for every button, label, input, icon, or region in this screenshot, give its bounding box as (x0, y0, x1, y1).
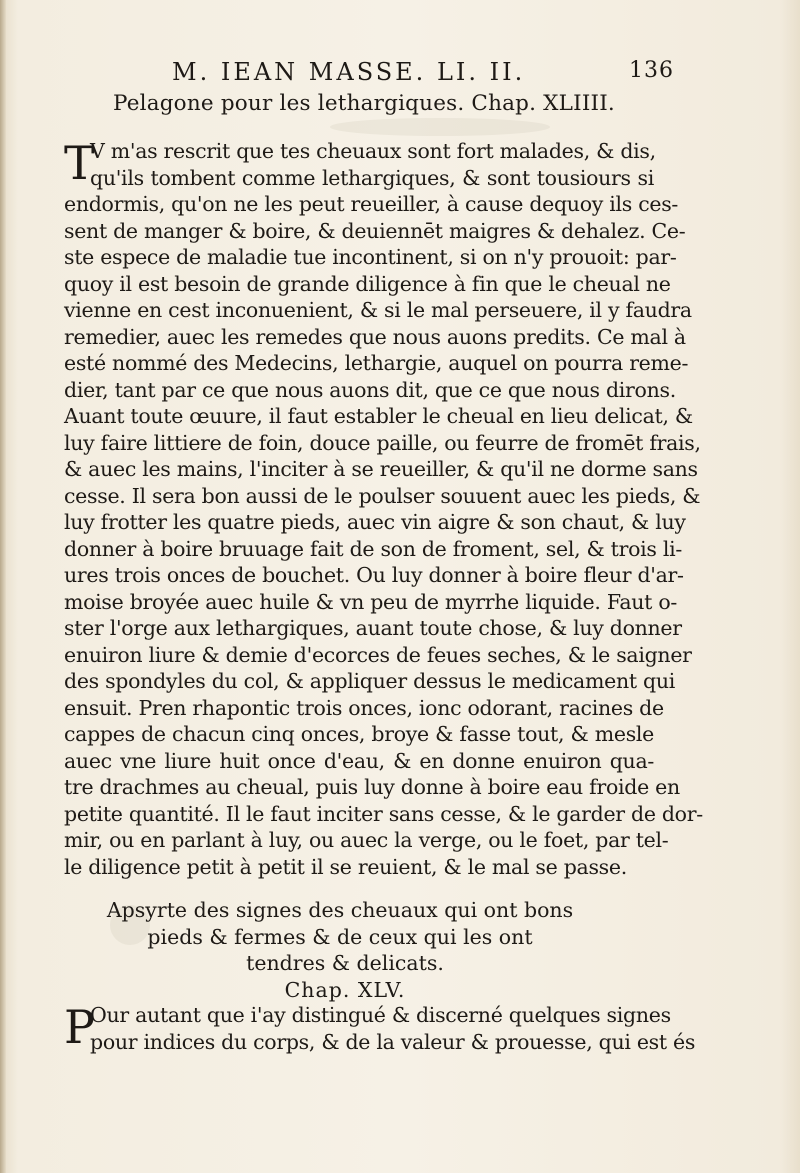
text-line: sent de manger & boire, & deuiennēt maigres & dehalez. Ce- (64, 218, 686, 243)
text-line: remedier, auec les remedes que nous auons predits. Ce mal à (64, 324, 686, 349)
running-head-title: M. IEAN MASSE. LI. II. (172, 58, 526, 86)
text-line: le diligence petit à petit il se reuient, & le mal se passe. (64, 854, 627, 879)
text-line: quoy il est besoin de grande diligence à fin que le cheual ne (64, 271, 671, 296)
text-line: des spondyles du col, & appliquer dessus le medicament qui (64, 669, 675, 693)
text-line: ensuit. Pren rhapontic trois onces, ionc odorant, racines de (64, 695, 664, 720)
section-body (64, 1000, 696, 1055)
text-line: esté nommé des Medecins, lethargie, auquel on pourra reme- (64, 351, 689, 375)
text-line: luy frotter les quatre pieds, auec vin aigre & son chaut, & luy (64, 510, 686, 534)
text-line: Auant toute œuure, il faut establer le cheual en lieu delicat, & (64, 404, 693, 428)
text-line: vienne en cest inconuenient, & si le mal perseuere, il y faudra (64, 298, 692, 322)
section-heading (0, 897, 800, 1003)
section-heading-line: tendres & delicats. (246, 951, 444, 975)
text-line: ures trois onces de bouchet. Ou luy donner à boire fleur d'ar- (64, 563, 684, 587)
text-line: donner à boire bruuage fait de son de froment, sel, & trois li- (64, 536, 682, 561)
running-head (62, 58, 674, 86)
text-line: mir, ou en parlant à luy, ou auec la verge, ou le foet, par tel- (64, 828, 669, 852)
section-heading-line: pieds & fermes & de ceux qui les ont (147, 924, 533, 949)
page-number: 136 (629, 58, 674, 83)
drop-cap: T (64, 136, 95, 190)
text-line: dier, tant par ce que nous auons dit, que ce que nous dirons. (64, 377, 676, 402)
chapter-body (64, 136, 703, 880)
chapter-heading: Pelagone pour les lethargiques. Chap. XLIIII. (113, 91, 615, 116)
text-line: luy faire littiere de foin, douce paille, ou feurre de fromēt frais, (64, 430, 701, 455)
text-line: tre drachmes au cheual, puis luy donne à boire eau froide en (64, 775, 680, 799)
text-line: moise broyée auec huile & vn peu de myrrhe liquide. Faut o- (64, 589, 677, 614)
text-line: pour indices du corps, & de la valeur & prouesse, qui est és (90, 1029, 696, 1054)
drop-cap: P (64, 1000, 95, 1054)
text-line: enuiron liure & demie d'ecorces de feues seches, & le saigner (64, 642, 692, 667)
text-line: cappes de chacun cinq onces, broye & fasse tout, & mesle (64, 722, 654, 746)
text-line: cesse. Il sera bon aussi de le poulser souuent auec les pieds, & (64, 483, 701, 508)
text-line: V m'as rescrit que tes cheuaux sont fort malades, & dis, (90, 139, 656, 163)
text-line: auec vne liure huit once d'eau, & en donne enuiron qua- (64, 748, 654, 773)
text-line: Our autant que i'ay distingué & discerné quelques signes (90, 1003, 671, 1027)
text-line: endormis, qu'on ne les peut reueiller, à cause dequoy ils ces- (64, 192, 679, 216)
section-heading-line: Apsyrte des signes des cheuaux qui ont bons (106, 898, 574, 922)
chapter-lines (64, 138, 703, 880)
section-lines (64, 1002, 696, 1055)
text-line: ste espece de maladie tue incontinent, si on n'y prouoit: par- (64, 245, 677, 269)
text-line: petite quantité. Il le faut inciter sans cesse, & le garder de dor- (64, 801, 703, 826)
text-line: & auec les mains, l'inciter à se reueiller, & qu'il ne dorme sans (64, 457, 698, 481)
text-line: qu'ils tombent comme lethargiques, & sont tousiours si (90, 165, 654, 190)
bleed-through-mark (330, 118, 550, 136)
text-line: ster l'orge aux lethargiques, auant toute chose, & luy donner (64, 616, 682, 640)
section-chapter-number: Chap. XLV. (284, 977, 406, 1002)
